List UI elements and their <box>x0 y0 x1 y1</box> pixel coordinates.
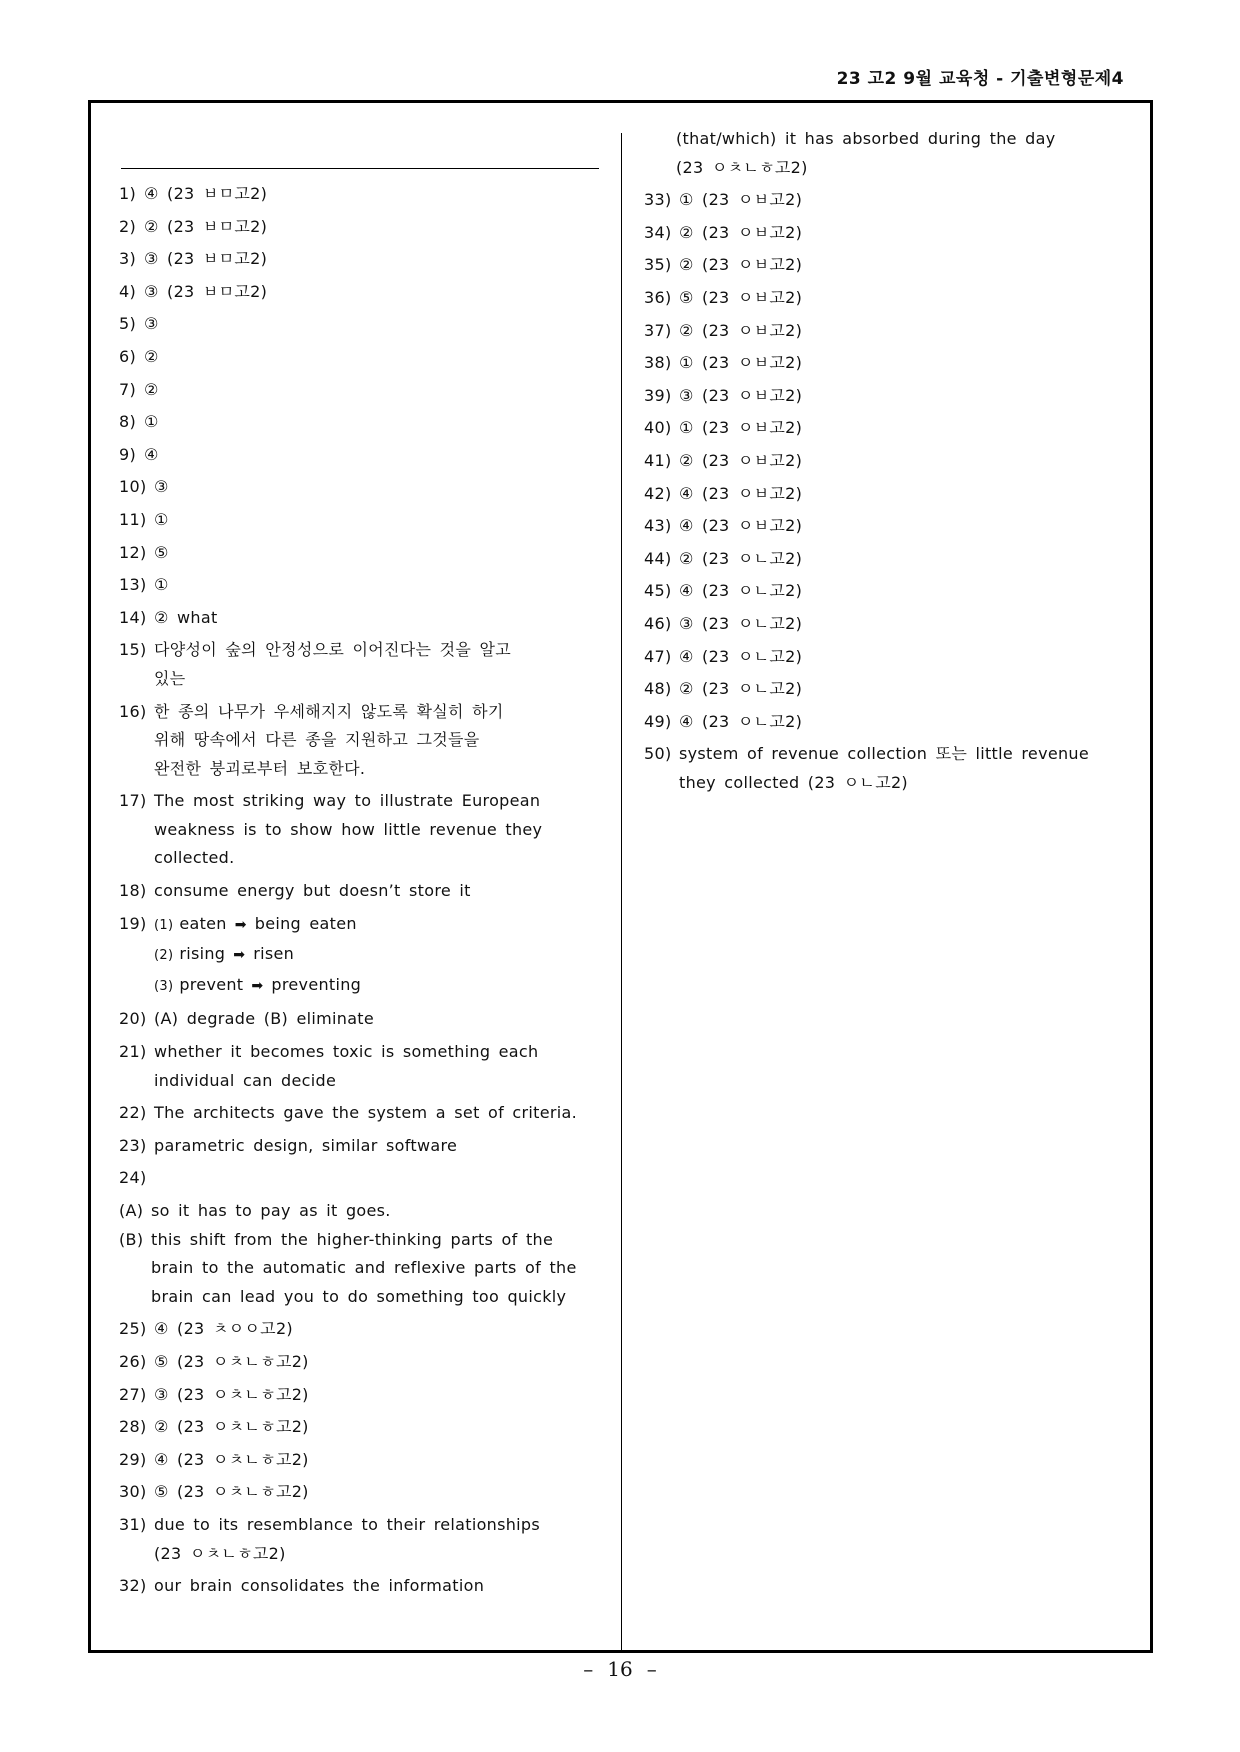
answer-body <box>679 382 1114 411</box>
answer-body <box>144 245 599 274</box>
answer-item <box>119 539 599 568</box>
answer-text: ① <box>154 575 169 595</box>
answer-text: ③ <box>154 477 169 497</box>
answer-number: 44) <box>644 548 672 568</box>
answer-text: consume energy but doesn’t store it <box>154 881 471 901</box>
dash-left: – <box>583 1657 594 1681</box>
answer-text: The architects gave the system a set of criteria. <box>154 1103 577 1123</box>
answer-text: ③ (23 ㅇㄴ고2) <box>679 613 803 633</box>
answer-body <box>154 1038 599 1095</box>
answer-body <box>154 1572 599 1601</box>
answer-number: 10) <box>119 477 147 497</box>
answer-body <box>679 251 1114 280</box>
answer-body <box>679 545 1114 574</box>
answer-number: 28) <box>119 1417 147 1437</box>
answer-body <box>679 740 1114 797</box>
answer-line: 한 종의 나무가 우세해지지 않도록 확실히 하기 <box>154 701 504 721</box>
correction-subitem <box>154 940 599 971</box>
answer-number: 31) <box>119 1514 147 1534</box>
answer-number: 14) <box>119 607 147 627</box>
answer-number: 30) <box>119 1482 147 1502</box>
answer-line: 있는 <box>154 668 186 688</box>
answer-body <box>679 708 1114 737</box>
answer-text: ⑤ (23 ㅇㅊㄴㅎ고2) <box>154 1482 309 1502</box>
answer-line: they collected (23 ㅇㄴ고2) <box>679 772 908 792</box>
answer-text: ① (23 ㅇㅂ고2) <box>679 190 803 210</box>
answer-item <box>119 1413 599 1442</box>
answer-number: 20) <box>119 1009 147 1029</box>
answer-item <box>119 310 599 339</box>
answer-text: ② (23 ㅇㅂ고2) <box>679 255 803 275</box>
answer-body <box>154 473 599 502</box>
answer-number: 7) <box>119 379 137 399</box>
answer-text: parametric design, similar software <box>154 1135 458 1155</box>
answer-item <box>119 1572 599 1601</box>
answer-item <box>644 317 1114 346</box>
corrected-word: risen <box>253 944 295 964</box>
right-arrow-icon: ➡ <box>251 977 264 994</box>
answer-item <box>119 1511 599 1568</box>
answer-text: ④ (23 ㅇㅂ고2) <box>679 516 803 536</box>
answer-body <box>144 310 599 339</box>
answer-number: 46) <box>644 613 672 633</box>
answer-item <box>119 1381 599 1410</box>
answer-number: 13) <box>119 575 147 595</box>
answer-body <box>154 604 599 633</box>
answer-item <box>119 278 599 307</box>
answer-text: ② (23 ㅇㅊㄴㅎ고2) <box>154 1417 309 1437</box>
answer-item <box>119 1005 599 1034</box>
answer-item <box>644 577 1114 606</box>
answer-body <box>154 1099 599 1128</box>
part-line: this shift from the higher-thinking parts of the <box>151 1229 554 1249</box>
answer-line: system of revenue collection 또는 little revenue <box>679 744 1090 764</box>
answer-number: 4) <box>119 281 137 301</box>
top-rule-divider <box>121 168 599 169</box>
subitem-label: (2) <box>154 948 174 964</box>
subitem-label: (3) <box>154 978 174 994</box>
answer-line: individual can decide <box>154 1070 337 1090</box>
part-line: brain to the automatic and reflexive parts of the <box>151 1258 577 1278</box>
continued-line: (23 ㅇㅊㄴㅎ고2) <box>676 157 808 177</box>
correction-subitem <box>154 910 599 941</box>
answer-item <box>119 180 599 209</box>
answer-body <box>154 1478 599 1507</box>
answer-number: 49) <box>644 711 672 731</box>
answer-body <box>154 636 599 693</box>
answer-text: ② (23 ㅇㅂ고2) <box>679 320 803 340</box>
answer-item <box>119 1315 599 1344</box>
answer-body <box>679 610 1114 639</box>
part-line: so it has to pay as it goes. <box>151 1201 391 1220</box>
answer-number: 50) <box>644 744 672 764</box>
right-arrow-icon: ➡ <box>233 947 246 964</box>
answer-text: ④ (23 ㅇㄴ고2) <box>679 711 803 731</box>
answer-item <box>644 512 1114 541</box>
answer-item <box>644 284 1114 313</box>
right-arrow-icon: ➡ <box>234 916 247 933</box>
answer-line: 다양성이 숲의 안정성으로 이어진다는 것을 알고 <box>154 640 512 660</box>
answer-item <box>119 473 599 502</box>
answer-body <box>154 787 599 873</box>
answer-body <box>154 1511 599 1568</box>
answer-line: (23 ㅇㅊㄴㅎ고2) <box>154 1543 286 1563</box>
answer-item <box>644 643 1114 672</box>
answer-part <box>119 1197 599 1226</box>
answer-number: 3) <box>119 249 137 269</box>
answer-number: 2) <box>119 216 137 236</box>
answer-number: 9) <box>119 444 137 464</box>
answer-item <box>119 636 599 693</box>
answer-body <box>154 1348 599 1377</box>
answer-item <box>119 1164 599 1193</box>
answer-item <box>119 698 599 784</box>
answer-item <box>644 349 1114 378</box>
answer-body <box>154 910 599 1002</box>
answer-number: 45) <box>644 581 672 601</box>
answer-number: 33) <box>644 190 672 210</box>
original-word: rising <box>179 944 226 964</box>
answer-body <box>679 349 1114 378</box>
answer-number: 5) <box>119 314 137 334</box>
correction-subitem <box>154 971 599 1002</box>
answer-item <box>119 571 599 600</box>
answer-text: ④ (23 ㅇㅊㄴㅎ고2) <box>154 1449 309 1469</box>
answer-number: 43) <box>644 516 672 536</box>
answer-body <box>154 506 599 535</box>
answer-text: ④ <box>144 444 159 464</box>
answer-body <box>154 571 599 600</box>
answer-line: 위해 땅속에서 다른 종을 지원하고 그것들을 <box>154 730 480 750</box>
answer-text: ② <box>144 379 159 399</box>
answer-number: 47) <box>644 646 672 666</box>
answer-item <box>119 1099 599 1128</box>
document-header-title: 23 고2 9월 교육청 - 기출변형문제4 <box>836 69 1124 89</box>
answer-number: 32) <box>119 1576 147 1596</box>
answer-item <box>644 414 1114 443</box>
answer-body <box>154 1413 599 1442</box>
answer-line: weakness is to show how little revenue they <box>154 819 543 839</box>
answer-item <box>119 343 599 372</box>
answer-item <box>119 604 599 633</box>
answer-body <box>679 577 1114 606</box>
answer-body <box>679 284 1114 313</box>
answer-text: ④ (23 ㅊㅇㅇ고2) <box>154 1319 293 1339</box>
answer-item <box>119 506 599 535</box>
answer-number: 34) <box>644 222 672 242</box>
page-number-footer <box>0 1657 1240 1681</box>
answer-item <box>644 708 1114 737</box>
answer-item <box>644 610 1114 639</box>
answer-text: (A) degrade (B) eliminate <box>154 1009 375 1029</box>
answer-text: ④ (23 ㅇㅂ고2) <box>679 483 803 503</box>
page-frame <box>88 100 1153 1653</box>
answer-number: 6) <box>119 346 137 366</box>
answer-text: ② (23 ㅇㅂ고2) <box>679 222 803 242</box>
dash-right: – <box>646 1657 657 1681</box>
answer-body <box>679 414 1114 443</box>
original-word: eaten <box>179 913 227 933</box>
answer-item <box>119 376 599 405</box>
answer-body <box>154 1005 599 1034</box>
answer-body <box>679 219 1114 248</box>
answer-body <box>679 447 1114 476</box>
part-label: (B) <box>119 1229 144 1249</box>
answer-item <box>644 186 1114 215</box>
answer-number: 24) <box>119 1168 147 1188</box>
original-word: prevent <box>179 974 244 994</box>
part-body <box>151 1197 599 1226</box>
answer-number: 29) <box>119 1449 147 1469</box>
answer-item <box>119 1446 599 1475</box>
answer-body <box>679 675 1114 704</box>
part-body <box>151 1226 599 1312</box>
answer-body <box>679 643 1114 672</box>
answer-text: ③ (23 ㅇㅂ고2) <box>679 385 803 405</box>
answer-text: ③ <box>144 314 159 334</box>
answer-number: 37) <box>644 320 672 340</box>
right-answer-column <box>644 125 1114 801</box>
answer-number: 48) <box>644 679 672 699</box>
answer-text: ⑤ <box>154 542 169 562</box>
column-divider <box>621 133 622 1650</box>
answer-body <box>679 186 1114 215</box>
corrected-word: being eaten <box>254 913 357 933</box>
answer-body <box>144 408 599 437</box>
answer-text: ① (23 ㅇㅂ고2) <box>679 418 803 438</box>
answer-item <box>119 877 599 906</box>
answer-body <box>154 1315 599 1344</box>
answer-line: collected. <box>154 848 235 868</box>
answer-item <box>119 213 599 242</box>
answer-part <box>119 1226 599 1312</box>
answer-body <box>679 512 1114 541</box>
answer-body <box>154 1446 599 1475</box>
answer-text: ③ (23 ㅂㅁ고2) <box>144 249 268 269</box>
answer-line: 완전한 붕괴로부터 보호한다. <box>154 758 366 778</box>
answer-body <box>154 1381 599 1410</box>
answer-number: 27) <box>119 1384 147 1404</box>
answer-text: ② (23 ㅇㅂ고2) <box>679 450 803 470</box>
answer-body <box>679 317 1114 346</box>
answer-body <box>144 441 599 470</box>
answer-item <box>644 447 1114 476</box>
answer-item <box>644 382 1114 411</box>
answer-item <box>119 910 599 1002</box>
answer-number: 17) <box>119 791 147 811</box>
answer-body <box>154 1132 599 1161</box>
answer-text: ④ (23 ㅇㄴ고2) <box>679 646 803 666</box>
answer-text: ② what <box>154 607 218 627</box>
answer-body <box>154 877 599 906</box>
answer-item <box>119 441 599 470</box>
left-answer-column <box>119 180 599 1605</box>
answer-body <box>679 480 1114 509</box>
answer-number: 15) <box>119 640 147 660</box>
answer-number: 12) <box>119 542 147 562</box>
answer-body <box>154 539 599 568</box>
answer-number: 21) <box>119 1042 147 1062</box>
answer-line: The most striking way to illustrate European <box>154 791 541 811</box>
continued-answer-32 <box>644 125 1114 182</box>
answer-text: ③ (23 ㅂㅁ고2) <box>144 281 268 301</box>
answer-item <box>119 1038 599 1095</box>
answer-item <box>119 245 599 274</box>
answer-text: ① (23 ㅇㅂ고2) <box>679 353 803 373</box>
answer-item <box>644 675 1114 704</box>
answer-text: ② (23 ㅇㄴ고2) <box>679 548 803 568</box>
answer-item <box>644 740 1114 797</box>
answer-text: ⑤ (23 ㅇㅊㄴㅎ고2) <box>154 1351 309 1371</box>
answer-body <box>144 278 599 307</box>
answer-number: 19) <box>119 913 147 933</box>
answer-item <box>119 1132 599 1161</box>
answer-text: ③ (23 ㅇㅊㄴㅎ고2) <box>154 1384 309 1404</box>
answer-number: 35) <box>644 255 672 275</box>
answer-body <box>144 376 599 405</box>
continued-line: (that/which) it has absorbed during the day <box>676 129 1056 148</box>
answer-line: whether it becomes toxic is something each <box>154 1042 539 1062</box>
answer-text: ② (23 ㅂㅁ고2) <box>144 216 268 236</box>
answer-item <box>644 219 1114 248</box>
answer-text: ④ (23 ㅇㄴ고2) <box>679 581 803 601</box>
answer-body <box>144 180 599 209</box>
answer-number: 26) <box>119 1351 147 1371</box>
answer-text: ④ (23 ㅂㅁ고2) <box>144 184 268 203</box>
part-line: brain can lead you to do something too quickly <box>151 1286 567 1306</box>
answer-item <box>644 251 1114 280</box>
answer-text: ② <box>144 346 159 366</box>
answer-item <box>119 408 599 437</box>
subitem-label: (1) <box>154 917 174 933</box>
answer-item <box>644 545 1114 574</box>
answer-number: 42) <box>644 483 672 503</box>
answer-text: ② (23 ㅇㄴ고2) <box>679 679 803 699</box>
answer-number: 38) <box>644 353 672 373</box>
answer-body <box>154 698 599 784</box>
answer-body <box>144 213 599 242</box>
answer-number: 1) <box>119 184 137 203</box>
answer-text: ① <box>154 509 169 529</box>
answer-item <box>119 1348 599 1377</box>
answer-number: 41) <box>644 450 672 470</box>
answer-number: 36) <box>644 287 672 307</box>
part-label: (A) <box>119 1201 144 1220</box>
answer-number: 22) <box>119 1103 147 1123</box>
answer-body <box>144 343 599 372</box>
page-number: 16 <box>607 1657 633 1681</box>
answer-text: ⑤ (23 ㅇㅂ고2) <box>679 287 803 307</box>
corrected-word: preventing <box>271 974 362 994</box>
answer-item <box>119 1478 599 1507</box>
answer-number: 40) <box>644 418 672 438</box>
answer-text: our brain consolidates the information <box>154 1576 485 1596</box>
answer-item <box>644 480 1114 509</box>
answer-number: 39) <box>644 385 672 405</box>
answer-item <box>119 787 599 873</box>
answer-number: 25) <box>119 1319 147 1339</box>
answer-number: 8) <box>119 412 137 432</box>
answer-number: 11) <box>119 509 147 529</box>
answer-line: due to its resemblance to their relationships <box>154 1514 541 1534</box>
answer-number: 23) <box>119 1135 147 1155</box>
answer-number: 16) <box>119 701 147 721</box>
answer-number: 18) <box>119 881 147 901</box>
answer-text: ① <box>144 412 159 432</box>
